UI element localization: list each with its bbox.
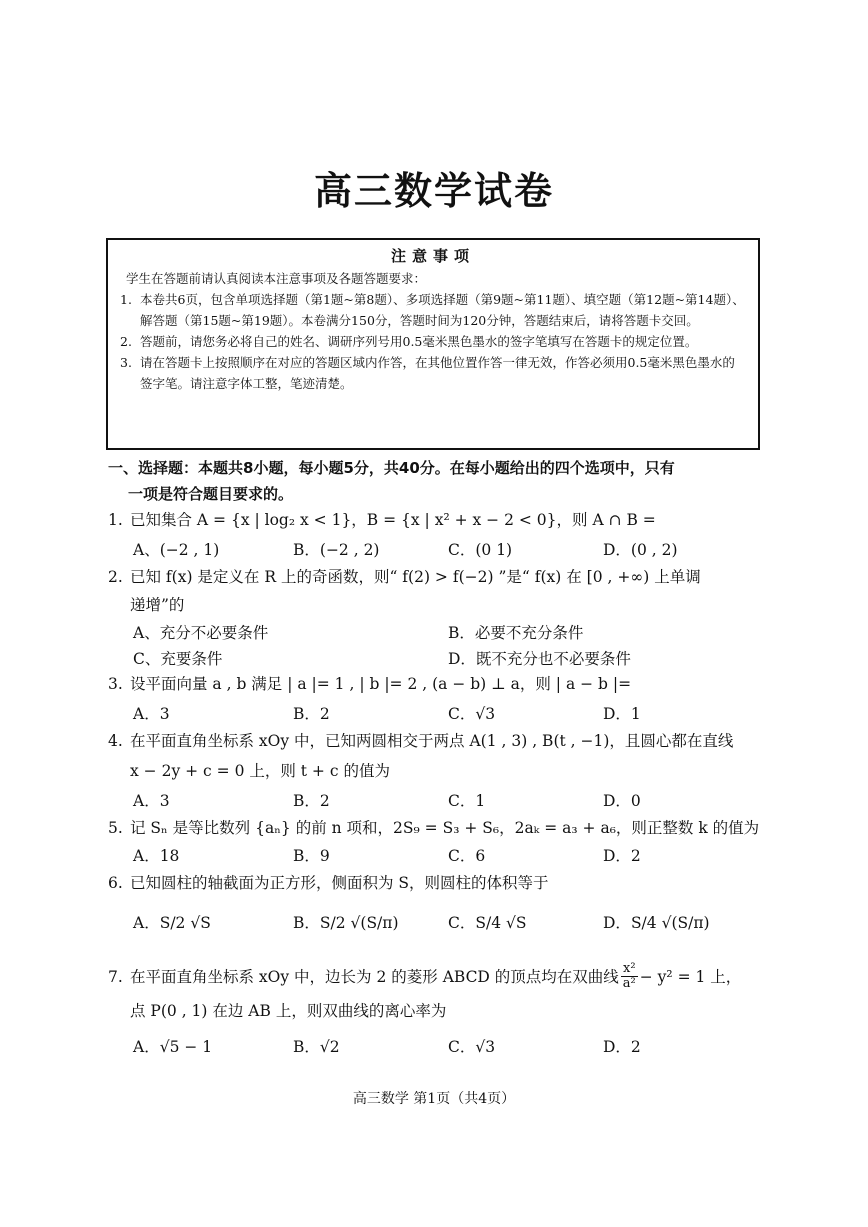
option-d: D．2: [603, 1038, 641, 1056]
option-a: A．3: [133, 705, 170, 723]
question-number: 1.: [108, 511, 123, 529]
option-b: B．9: [293, 847, 330, 865]
question-text: 已知集合 A = {x | log₂ x < 1}，B = {x | x² + x − 2 < 0}，则 A ∩ B =: [130, 511, 656, 529]
question-number: 2.: [108, 568, 123, 586]
notice-item-number: 3.: [120, 355, 132, 370]
notice-item-text: 答题前，请您务必将自己的姓名、调研序列号用0.5毫米黑色墨水的签字笔填写在答题卡的规定位置。: [140, 334, 698, 349]
option-math: S/2 √(S/π): [319, 914, 399, 932]
option-b: B．√2: [293, 1038, 340, 1056]
option-label: D．: [603, 914, 631, 932]
option-c: C．1: [448, 792, 486, 810]
option-c: C．√3: [448, 705, 496, 723]
section-header-line: 一、选择题：本题共8小题，每小题5分，共40分。在每小题给出的四个选项中，只有: [108, 459, 675, 477]
question-number: 6.: [108, 874, 123, 892]
question-6: [108, 871, 778, 943]
options-row: [108, 789, 778, 815]
notice-intro: 学生在答题前请认真阅读本注意事项及各题答题要求：: [126, 271, 427, 286]
question-4: [108, 729, 778, 815]
options-row: [108, 621, 778, 647]
question-text: 已知 f(x) 是定义在 R 上的奇函数，则“ f(2) > f(−2) ”是“ f(x) 在 [0 , +∞) 上单调: [130, 568, 701, 586]
option-d: D．1: [603, 705, 641, 723]
option-math: S/4 √S: [475, 914, 527, 932]
question-text: 记 Sₙ 是等比数列 {aₙ} 的前 n 项和，2S₉ = S₃ + S₆，2aₖ = a₃ + a₆，则正整数 k 的值为: [130, 819, 760, 837]
question-text: 在平面直角坐标系 xOy 中，边长为 2 的菱形 ABCD 的顶点均在双曲线: [130, 967, 619, 986]
notice-item-number: 2.: [120, 334, 132, 349]
option-a: A．3: [133, 792, 170, 810]
option-label: A．: [133, 914, 160, 932]
section-header: [108, 455, 768, 507]
question-number: 7.: [108, 967, 123, 986]
question-3: [108, 672, 778, 728]
notice-item: [120, 331, 746, 352]
question-text: − y² = 1 上，: [639, 967, 742, 986]
options-row: [108, 1035, 778, 1061]
question-7: [108, 962, 778, 1061]
option-d: D．(0 , 2): [603, 541, 678, 559]
notice-item: [120, 289, 746, 331]
option-b: B．(−2 , 2): [293, 541, 380, 559]
notice-heading: 注意事项: [390, 247, 475, 265]
notice-item-text: 请在答题卡上按照顺序在对应的答题区域内作答，在其他位置作答一律无效，作答必须用0.5毫米黑色墨水的签字笔。请注意字体工整，笔迹清楚。: [140, 355, 735, 391]
question-1: [108, 508, 778, 564]
section-header-line: 一项是符合题目要求的。: [128, 485, 294, 503]
question-text: 在平面直角坐标系 xOy 中，已知两圆相交于两点 A(1 , 3) , B(t , −1)，且圆心都在直线: [130, 732, 734, 750]
option-b: B．2: [293, 705, 330, 723]
option-b: B．2: [293, 792, 330, 810]
hyperbola-fraction: [621, 962, 638, 991]
option-math: S/2 √S: [159, 914, 211, 932]
option-label: B．: [293, 914, 320, 932]
options-row: [108, 844, 778, 870]
option-c: C．√3: [448, 1038, 496, 1056]
option-c: C．(0 1): [448, 541, 513, 559]
options-row: [108, 647, 778, 673]
fraction-numerator: x²: [621, 962, 638, 977]
notice-box: [106, 238, 760, 450]
options-row: [108, 903, 778, 943]
question-text-continued: 递增”的: [130, 596, 185, 614]
option-label: C．: [448, 914, 476, 932]
option-d: D．2: [603, 847, 641, 865]
question-text-continued: x − 2y + c = 0 上，则 t + c 的值为: [130, 762, 390, 780]
notice-item-text: 本卷共6页，包含单项选择题（第1题~第8题）、多项选择题（第9题~第11题）、填空题（第12题~第14题）、解答题（第15题~第19题）。本卷满分150分，答题时间为120分钟，答题结束后，请将答题卡交回。: [140, 292, 745, 328]
question-text: 已知圆柱的轴截面为正方形，侧面积为 S，则圆柱的体积等于: [130, 874, 549, 892]
question-number: 5.: [108, 819, 123, 837]
notice-item-number: 1.: [120, 292, 132, 307]
notice-item: [120, 352, 746, 394]
options-row: [108, 702, 778, 728]
page-title: 高三数学试卷: [313, 169, 554, 213]
question-5: [108, 816, 778, 870]
question-number: 4.: [108, 732, 123, 750]
option-b: B．必要不充分条件: [448, 624, 584, 642]
option-a: A．√5 − 1: [133, 1038, 213, 1056]
page-footer: 高三数学 第1页（共4页）: [352, 1091, 516, 1107]
option-d: D．既不充分也不必要条件: [448, 650, 631, 668]
option-a: A、(−2 , 1): [133, 541, 220, 559]
fraction-denominator: a²: [622, 976, 636, 991]
question-text: 设平面向量 a , b 满足 | a |= 1 , | b |= 2 , (a − b) ⊥ a，则 | a − b |=: [130, 675, 632, 693]
option-d: [603, 911, 710, 935]
option-a: A、充分不必要条件: [133, 624, 269, 642]
option-b: [293, 911, 399, 935]
option-d: D．0: [603, 792, 641, 810]
options-row: [108, 538, 778, 564]
option-c: C．6: [448, 847, 486, 865]
option-math: S/4 √(S/π): [630, 914, 710, 932]
question-number: 3.: [108, 675, 123, 693]
question-text-continued: 点 P(0 , 1) 在边 AB 上，则双曲线的离心率为: [130, 1002, 447, 1020]
option-a: [133, 911, 211, 935]
option-a: A．18: [133, 847, 180, 865]
question-2: [108, 565, 778, 673]
option-c: [448, 911, 527, 935]
option-c: C、充要条件: [133, 650, 223, 668]
